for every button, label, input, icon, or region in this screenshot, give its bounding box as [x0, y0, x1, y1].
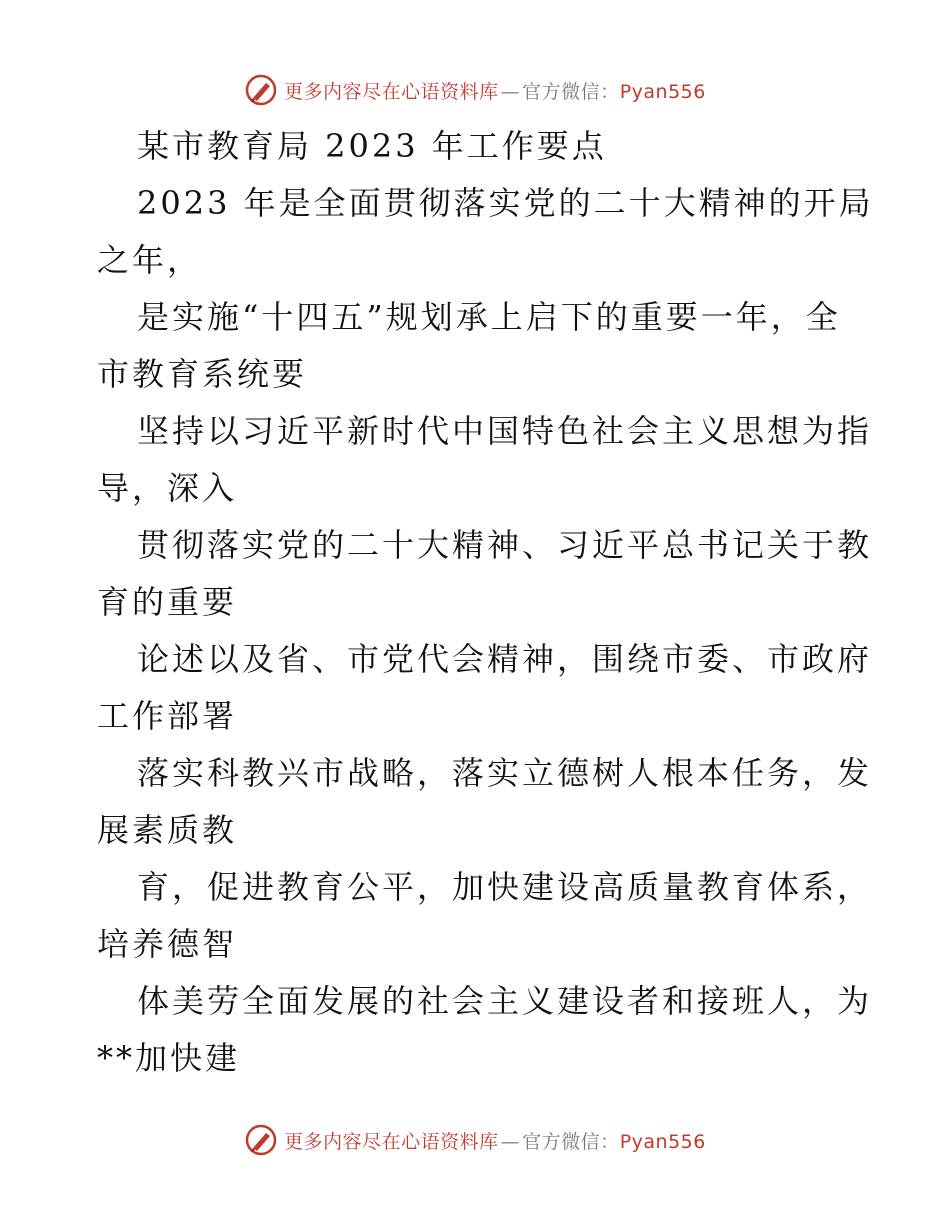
document-line: 导，深入 [97, 469, 238, 507]
watermark-id: Pyan556 [619, 1130, 706, 1153]
document-line: 之年， [97, 241, 203, 279]
document-line: 工作部署 [97, 697, 238, 735]
document-line: 市教育系统要 [97, 355, 308, 393]
document-line: 论述以及省、市党代会精神，围绕市委、市政府 [137, 640, 873, 678]
document-title: 某市教育局 2023 年工作要点 [137, 127, 607, 165]
document-line: 育的重要 [97, 583, 238, 621]
watermark-text [284, 1127, 706, 1154]
document-line: 是实施“十四五”规划承上启下的重要一年，全 [137, 298, 841, 336]
pen-logo-icon [244, 73, 278, 107]
watermark-sub: 官方微信： [522, 80, 620, 103]
footer-watermark [0, 1120, 950, 1160]
watermark-id: Pyan556 [619, 80, 706, 103]
watermark-main: 更多内容尽在心语资料库 [284, 1130, 499, 1153]
document-lines [97, 175, 874, 1087]
document-line: 培养德智 [97, 925, 238, 963]
watermark-dash: — [500, 1130, 521, 1153]
document-line: 坚持以习近平新时代中国特色社会主义思想为指 [137, 412, 873, 450]
document-line: 2023 年是全面贯彻落实党的二十大精神的开局 [137, 184, 874, 222]
document-body [97, 118, 874, 1087]
watermark-text [284, 77, 706, 104]
document-line: 贯彻落实党的二十大精神、习近平总书记关于教 [137, 526, 873, 564]
document-line: 育，促进教育公平，加快建设高质量教育体系， [137, 868, 873, 906]
document-line: 落实科教兴市战略，落实立德树人根本任务，发 [137, 754, 873, 792]
header-watermark [0, 70, 950, 110]
watermark-main: 更多内容尽在心语资料库 [284, 80, 499, 103]
document-line: 体美劳全面发展的社会主义建设者和接班人，为 [137, 982, 873, 1020]
watermark-dash: — [500, 80, 521, 103]
document-line: 展素质教 [97, 811, 238, 849]
watermark-sub: 官方微信： [522, 1130, 620, 1153]
document-line: **加快建 [97, 1039, 241, 1077]
pen-logo-icon [244, 1123, 278, 1157]
